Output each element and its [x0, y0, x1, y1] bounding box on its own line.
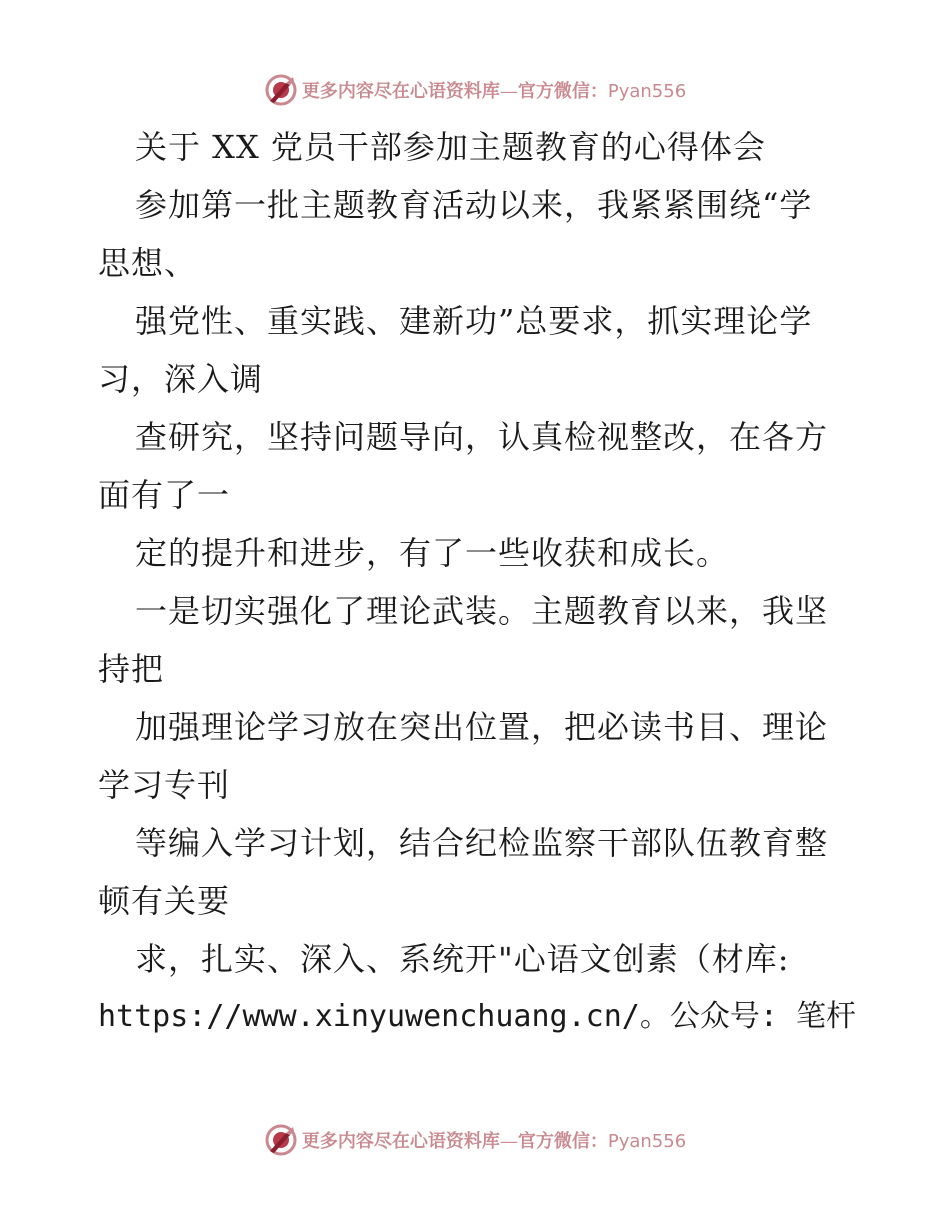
- text-line: 思想、: [98, 244, 198, 282]
- text-line: 参加第一批主题教育活动以来，我紧紧围绕“学: [135, 186, 813, 224]
- watermark-text: 更多内容尽在心语资料库—官方微信：Pyan556: [301, 1131, 687, 1152]
- text-line: 定的提升和进步，有了一些收获和成长。: [135, 534, 730, 572]
- header-watermark: [0, 68, 950, 112]
- watermark-text: 更多内容尽在心语资料库—官方微信：Pyan556: [301, 81, 687, 102]
- text-line: 习，深入调: [98, 360, 264, 398]
- text-line: 加强理论学习放在突出位置，把必读书目、理论: [135, 708, 829, 746]
- text-line: 一是切实强化了理论武装。主题教育以来，我坚: [135, 592, 829, 630]
- text-line: 顿有关要: [98, 882, 231, 920]
- text-line: 面有了一: [98, 476, 231, 514]
- document-body: [98, 118, 858, 1046]
- text-line-url: https://www.xinyuwenchuang.cn/。公众号: 笔杆: [98, 999, 856, 1034]
- text-line: 等编入学习计划，结合纪检监察干部队伍教育整: [135, 824, 829, 862]
- document-title: 关于 XX 党员干部参加主题教育的心得体会: [135, 128, 766, 166]
- pen-logo-icon: [264, 73, 298, 107]
- text-line: 学习专刊: [98, 766, 231, 804]
- text-line: 求，扎实、深入、系统开"心语文创素（材库:: [135, 940, 790, 978]
- footer-watermark: [0, 1118, 950, 1162]
- text-line: 持把: [98, 650, 165, 688]
- text-line: 查研究，坚持问题导向，认真检视整改，在各方: [135, 418, 829, 456]
- text-line: 强党性、重实践、建新功”总要求，抓实理论学: [135, 302, 813, 340]
- pen-logo-icon: [264, 1123, 298, 1157]
